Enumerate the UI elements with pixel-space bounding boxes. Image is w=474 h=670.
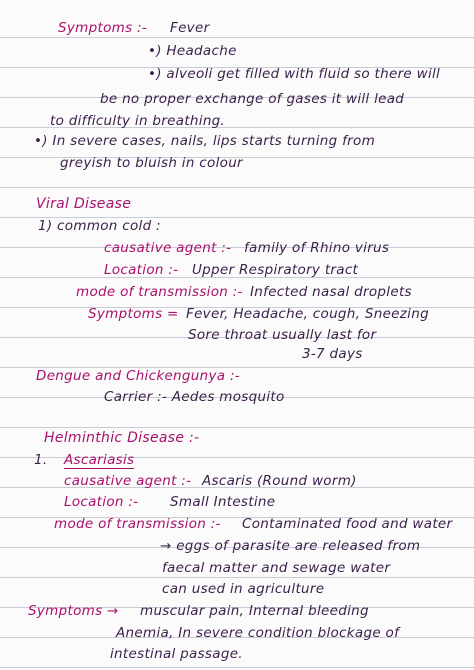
symptom-alveoli-cont: be no proper exchange of gases it will lead [100,91,405,107]
cold-location-label: Location :- [104,262,179,278]
symptom-alveoli: •) alveoli get filled with fluid so there will [148,66,441,82]
ascaris-transmission-value: Contaminated food and water [242,516,453,532]
ascaris-symptoms-value: muscular pain, Internal bleeding [140,603,369,619]
symptom-severe: •) In severe cases, nails, lips starts turning from [34,133,376,149]
common-cold-heading: 1) common cold : [38,218,161,234]
cold-location-value: Upper Respiratory tract [192,262,359,278]
dengue-heading: Dengue and Chickengunya :- [36,368,240,384]
cold-agent-label: causative agent :- [104,240,232,256]
ascaris-transmission-cont3: can used in agriculture [162,581,325,597]
ascaris-transmission-cont1: → eggs of parasite are released from [160,538,421,554]
ascaris-agent-value: Ascaris (Round worm) [202,473,357,489]
symptom-headache: •) Headache [148,43,237,59]
symptoms-heading: Symptoms :- [58,20,148,36]
ascaris-agent-label: causative agent :- [64,473,192,489]
ascaris-location-label: Location :- [64,494,139,510]
symptom-fever: Fever [170,20,210,36]
ascaris-transmission-label: mode of transmission :- [54,516,221,532]
cold-transmission-value: Infected nasal droplets [250,284,412,300]
dengue-carrier: Carrier :- Aedes mosquito [104,389,285,405]
symptom-alveoli-end: to difficulty in breathing. [50,113,226,129]
ascaris-location-value: Small Intestine [170,494,276,510]
cold-agent-value: family of Rhino virus [244,240,390,256]
ascariasis-number: 1. [34,452,48,468]
viral-disease-heading: Viral Disease [36,196,132,212]
cold-symptoms-label: Symptoms = [88,306,179,322]
ascariasis-heading: Ascariasis [64,452,135,468]
ascaris-symptoms-label: Symptoms → [28,603,119,619]
ascaris-symptoms-cont: Anemia, In severe condition blockage of [116,625,400,641]
cold-symptoms-cont: Sore throat usually last for [188,327,377,343]
symptom-severe-cont: greyish to bluish in colour [60,155,243,171]
cold-symptoms-value: Fever, Headache, cough, Sneezing [186,306,429,322]
cold-duration: 3-7 days [302,346,363,362]
cold-transmission-label: mode of transmission :- [76,284,243,300]
ascaris-symptoms-end: intestinal passage. [110,646,243,662]
helminthic-heading: Helminthic Disease :- [44,430,200,446]
ascaris-transmission-cont2: faecal matter and sewage water [162,560,391,576]
